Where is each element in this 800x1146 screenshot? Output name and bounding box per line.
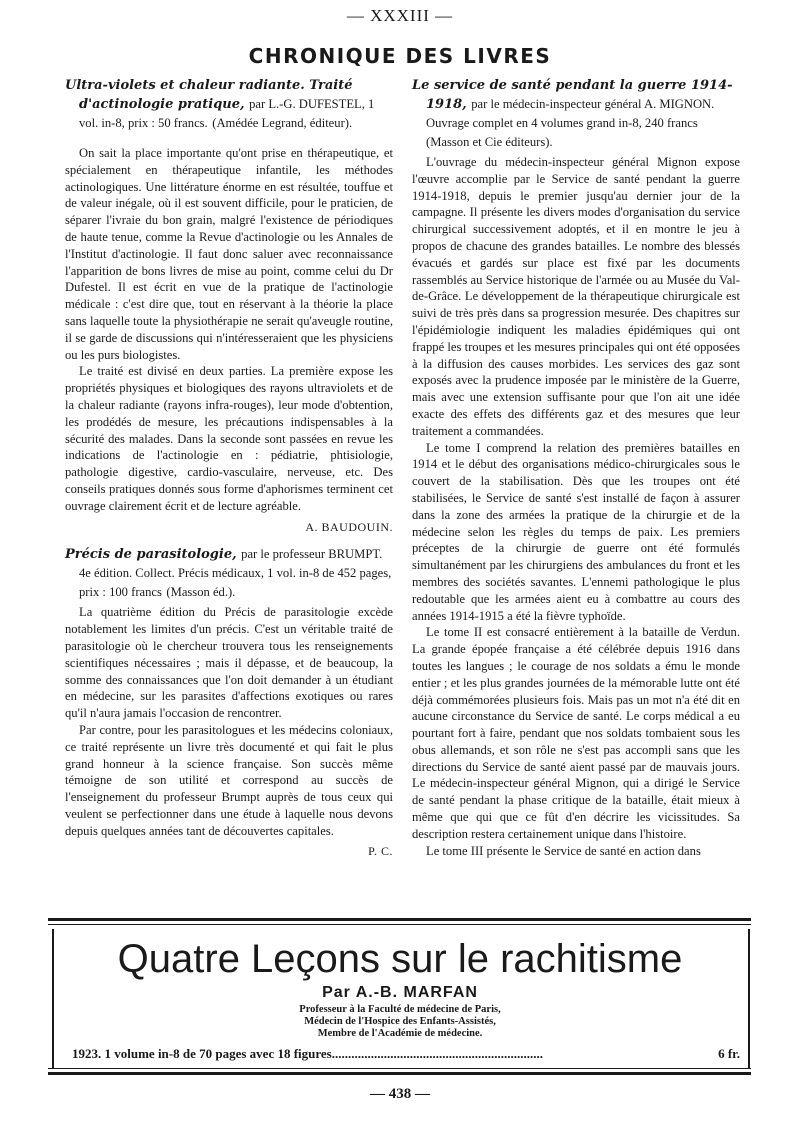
- review-paragraph: Le traité est divisé en deux parties. La première expose les propriétés physiques et biologiques des rayons ultraviolets et de la chaleur radiante (rayons infra-rouges), leur mode d'obtention, les prodédés de mesure, les précautions indispensables à la sécurité des malades. Dans la seconde sont passées en revue les indications de l'actinologie en : pédiatrie, phtisiologie, pathologie digestive, cardio-vasculaire, nerveuse, etc. Des conseils pratiques donnés sous forme d'aphorismes terminent cet ouvrage clairement écrit et de lecture agréable.: [65, 364, 393, 513]
- bottom-rule: [48, 1072, 751, 1075]
- review-heading-ultraviolets: [65, 76, 393, 133]
- ad-credential-line: Médecin de l'Hospice des Enfants-Assistés,: [304, 1016, 496, 1027]
- page-number: — 438 —: [370, 1086, 430, 1102]
- review-paragraph: L'ouvrage du médecin-inspecteur général Mignon expose l'œuvre accomplie par le Service de santé pendant la guerre 1914-1918, depuis le premier jusqu'au dernier jour de la campagne. Il présente les divers modes d'organisation du service chirurgical successivement adoptés, et il en montre le jeu à propos de chacune des grandes batailles. Le nombre des blessés évacués et gardés sur place est fixé par les documents rassemblés au Service historique de l'armée ou au Musée du Val-de-Grâce. Le développement de la thérapeutique chirurgicale est suivi de très près dans sa progression mesurée. Des chapitres sur l'épidémiologie indiquent les maladies épidémiques qui ont frappé les troupes et les mesures principales qui ont été opposées à la diffusion des causes morbides. Les services des gaz sont exposés avec la prudence imposée par le ministère de la Guerre, mais avec une extension suffisante pour que l'on ait une idée exacte des effets des différents gaz et des mesures que leur traitement a commandées.: [412, 155, 740, 438]
- ad-details-row: [72, 1046, 740, 1062]
- top-rule-thin: [48, 924, 751, 925]
- review-paragraph: Le tome III présente le Service de santé en action dans: [426, 843, 701, 858]
- review-title: Le service de santé pendant la guerre 1914-1918,: [412, 78, 733, 112]
- review-title: Précis de parasitologie,: [65, 547, 237, 563]
- ad-details: 1923. 1 volume in-8 de 70 pages avec 18 figures.................................................................: [72, 1046, 543, 1061]
- review-paragraph: La quatrième édition du Précis de parasitologie excède notablement les limites d'un précis. C'est un véritable traité de parasitologie où le chercheur trouvera tous les renseignements scientifiques nécessaires ; mais il dépasse, et de beaucoup, la somme des connaissances que l'on doit demander à un étudiant en médecine, sur les parasites d'affections exotiques ou rares qu'il n'aura jamais l'occasion de rencontrer.: [65, 605, 393, 721]
- review-publisher: (Masson éd.).: [166, 585, 236, 600]
- right-column: [412, 76, 740, 859]
- ad-author: Par A.-B. MARFAN: [322, 984, 478, 1001]
- section-title: CHRONIQUE DES LIVRES: [248, 44, 552, 68]
- left-column: [65, 76, 393, 860]
- ad-credential-line: Professeur à la Faculté de médecine de Paris,: [299, 1004, 501, 1015]
- review-publication: par L.-G. DUFESTEL, 1 vol. in-8, prix : 50 francs.: [79, 97, 375, 130]
- review-paragraph: On sait la place importante qu'ont prise en thérapeutique, et spécialement en thérapeutique infantile, les méthodes actinologiques. Une littérature énorme en est résultée, touffue et de valeur inégale, où il est souvent difficile, pour le praticien, de séparer l'ivraie du bon grain, malgré l'existence de périodiques de haute tenue, comme la Revue d'actinologie ou les Annales de l'Institut d'actinologie. Il faut donc saluer avec reconnaissance l'apparition de bons livres de mise au point, comme celui du Dr Dufestel. Il est écrit en vue de la pratique de l'actinologie médicale : c'est dire que, tout en réservant à la théorie la place sans laquelle toute la physiothérapie ne serait qu'aveugle routine, il se garde de discussions qui n'intéresseraient que les physiciens ou les purs biologistes.: [65, 146, 393, 362]
- review-paragraph: Le tome I comprend la relation des premières batailles en 1914 et le début des organisations médico-chirurgicales sous le couvert de la stabilisation. Dès que les troupes ont été stabilisées, le Service de santé s'est installé de façon à assurer dans la zone des armées la pratique de la chirurgie et de la médecine selon les règles du temps de paix. Les premiers préceptes de la chirurgie de guerre ont été formulés simultanément par les chirurgiens des ambulances du front et les membres des sociétés savantes. L'ennemi pathologique le plus redoutable que les armées aient eu à combattre au cours des années 1914-1915 a été la fièvre typhoïde.: [412, 440, 740, 623]
- ad-price: 6 fr.: [718, 1046, 740, 1061]
- review-title: Ultra-violets et chaleur radiante. Traité d'actinologie pratique,: [65, 78, 353, 112]
- review-heading-parasitologie: [65, 545, 393, 602]
- bottom-rule-thin: [48, 1068, 751, 1069]
- review-signature: A. BAUDOUIN.: [305, 519, 393, 534]
- review-publisher: (Masson et Cie éditeurs).: [426, 135, 553, 149]
- review-paragraph: Le tome II est consacré entièrement à la bataille de Verdun. La grande épopée française a été célébrée depuis 1916 dans toutes les langues ; le courage de nos soldats a ému le monde entier ; et les plus grandes journées de la mémorable lutte ont été déjà commémorées plusieurs fois. Mais pas un mot n'a été dit en aucune circonstance du Service de santé. Le corps médical a eu pourtant fort à faire, pendant que nos soldats tombaient sous les obus allemands, et son rôle ne s'est pas accompli sans que les directions du Service de santé aient passé par de mauvais jours. Le médecin-inspecteur général Mignon, qui a dirigé le Service de santé pendant la phase critique de la bataille, était mieux à même que qui que ce fût d'en décrire les vicissitudes. Sa description restera certainement unique dans l'histoire.: [412, 625, 740, 841]
- review-publisher: (Amédée Legrand, éditeur).: [212, 116, 353, 130]
- ad-credential-line: Membre de l'Académie de médecine.: [317, 1028, 483, 1039]
- review-heading-service-de-sante: [412, 76, 740, 152]
- roman-page-number: — XXXIII —: [346, 6, 454, 25]
- top-rule: [48, 918, 751, 921]
- review-publication: par le professeur BRUMPT. 4e édition. Collect. Précis médicaux, 1 vol. in-8 de 452 pages, prix : 100 francs: [79, 547, 392, 600]
- review-publication: par le médecin-inspecteur général A. MIGNON. Ouvrage complet en 4 volumes grand in-8, 240 francs: [426, 97, 715, 130]
- ad-title: Quatre Leçons sur le rachitisme: [117, 937, 683, 981]
- ad-credentials: [0, 1004, 800, 1040]
- review-paragraph: Par contre, pour les parasitologues et les médecins coloniaux, ce traité représente un livre très documenté et qui fait le plus grand honneur à la science française. Son succès même témoigne de son utilité et correspond au succès de l'enseignement du professeur Brumpt auprès de tous ceux qui veulent se perfectionner dans une étude à laquelle nous devons depuis quelques années tant de découvertes capitales.: [65, 722, 393, 838]
- review-signature: P. C.: [368, 844, 393, 859]
